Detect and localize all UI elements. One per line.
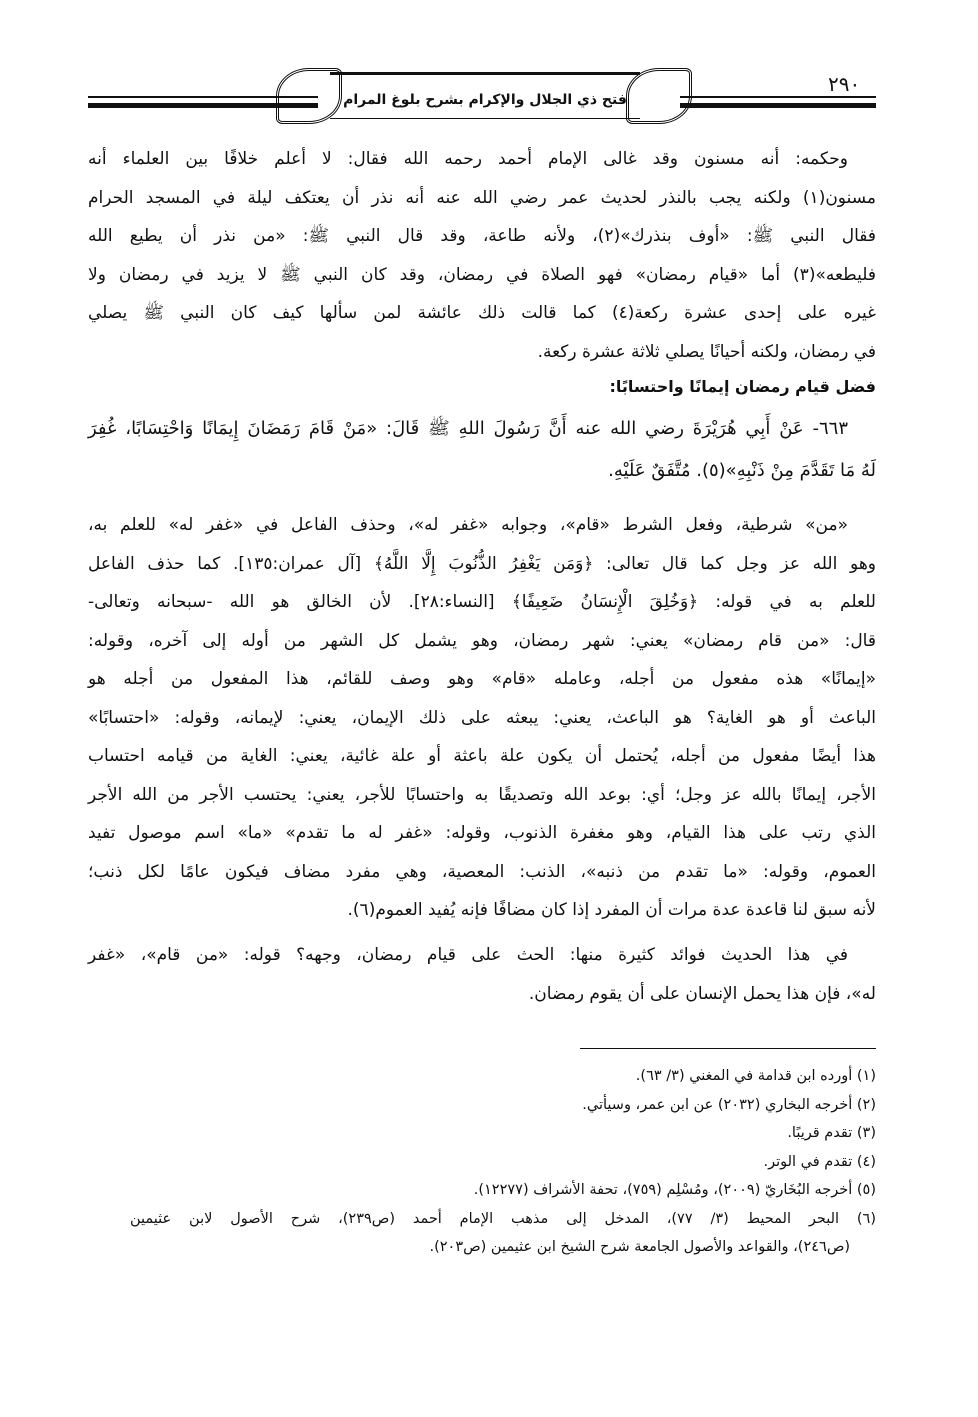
footnote-1: (١) أورده ابن قدامة في المغني (٣/ ٦٣). [635,1068,876,1084]
text-line: قال: «من قام رمضان» يعني: شهر رمضان، وهو يشمل كل الشهر من أوله إلى آخره، وقوله: [88,630,876,651]
text-line: غيره على إحدى عشرة ركعة(٤) كما قالت ذلك عائشة لمن سألها كيف كان النبي ﷺ يصلي [88,303,876,323]
footnote-6: (٦) البحر المحيط (٣/ ٧٧)، المدخل إلى مذهب الإمام أحمد (ص٢٣٩)، شرح الأصول لابن عثيمين [130,1210,876,1227]
running-title: فتح ذي الجلال والإكرام بشرح بلوغ المرام [343,92,627,108]
text-line: فقال النبي ﷺ: «أوف بنذرك»(٢)، ولأنه طاعة، وقد قال النبي ﷺ: «من نذر أن يطيع الله [88,226,876,246]
text-line: فليطعه»(٣) أما «قيام رمضان» فهو الصلاة في رمضان، وقد كان النبي ﷺ لا يزيد في رمضان ولا [88,264,876,285]
text-line: في رمضان، ولكنه أحيانًا يصلي ثلاثة عشرة ركعة. [537,341,876,362]
text-line: «إيمانًا» هذه مفعول من أجله، وعامله «قام» وهو وصف للقائم، هذا المفعول من أجله هو [88,669,876,689]
text-line: له»، فإن هذا يحمل الإنسان على أن يقوم رمضان. [528,983,876,1004]
header-rule-right-thin [680,96,876,98]
text-line: لأنه سبق لنا قاعدة عدة مرات أن المفرد إذا كان مضافًا فإنه يُفيد العموم(٦). [347,900,876,920]
text-line: «من» شرطية، وفعل الشرط «قام»، وجوابه «غفر له»، وحذف الفاعل في «غفر له» للعلم به، [88,515,848,535]
paragraph-ruling [88,140,876,403]
text-line: للعلم به في قوله: ﴿وَخُلِقَ الْإِنسَانُ ضَعِيفًا﴾ [النساء:٢٨]. لأن الخالق هو الله -سبحانه وتعالى- [88,592,876,612]
text-line: وحكمه: أنه مسنون وقد غالى الإمام أحمد رحمه الله فقال: لا أعلم خلافًا بين العلماء أنه [88,149,848,169]
text-line: الأجر، إيمانًا بالله عز وجل؛ أي: بوعد الله وتصديقًا به واحتسابًا للأجر، يعني: يحتسب الأجر من الله الأجر [88,784,876,805]
section-heading: فضل قيام رمضان إيمانًا واحتسابًا: [609,377,876,396]
text-line: هذا أيضًا مفعول من أجله، يُحتمل أن يكون علة باعثة أو علة غائية، يعني: الغاية من قيامه احتساب [88,746,876,766]
footnote-6-continued: (ص٢٤٦)، والقواعد والأصول الجامعة شرح الشيخ ابن عثيمين (ص٢٠٣). [429,1239,850,1255]
header-ornament-right-icon [626,68,692,124]
header-ornament-left-icon [276,68,342,124]
footnote-5: (٥) أخرجه البُخَاريّ (٢٠٠٩)، ومُسْلِم (٧٥٩)، تحفة الأشراف (١٢٢٧٧). [473,1182,876,1198]
footnote-4: (٤) تقدم في الوتر. [763,1153,876,1170]
header-rule-top [330,72,640,75]
hadith-text [88,408,876,492]
text-line: الباعث أو هو الغاية؟ هو الباعث، يعني: يبعثه على ذلك الإيمان، يعني: لإيمانه، وقوله: «احتسابًا» [88,707,876,728]
text-line: وهو الله عز وجل كما قال تعالى: ﴿وَمَن يَغْفِرُ الذُّنُوبَ إِلَّا اللَّهُ﴾ [آل عمران:١٣٥]. كما حذف الفاعل [88,553,877,574]
text-line: في هذا الحديث فوائد كثيرة منها: الحث على قيام رمضان، وجهه؟ قوله: «من قام»، «غفر [88,945,848,965]
header-rule-right-thick [680,103,876,108]
footnote-2: (٢) أخرجه البخاري (٢٠٣٢) عن ابن عمر، وسيأتي. [582,1096,876,1113]
page-number: ٢٩٠ [828,72,861,96]
footnote-separator [580,1048,876,1049]
text-line: العموم، وقوله: «ما تقدم من ذنبه»، الذنب: المعصية، وهي مفرد مضاف فيكون عامًا لكل ذنب؛ [88,861,876,882]
text-line: مسنون(١) ولكنه يجب بالنذر لحديث عمر رضي الله عنه أنه نذر أن يعتكف ليلة في المسجد الحرام [88,187,876,208]
footnotes [130,1062,876,1262]
text-line: الذي رتب على هذا القيام، وهو مغفرة الذنوب، وقوله: «غفر له ما تقدم» «ما» اسم موصول تفيد [88,823,876,843]
paragraph-benefits [88,936,876,1013]
header-rule-bottom [330,118,640,119]
hadith-line: لَهُ مَا تَقَدَّمَ مِنْ ذَنْبِهِ»(٥). مُتَّفَقٌ عَلَيْهِ. [608,460,876,481]
footnote-3: (٣) تقدم قريبًا. [787,1125,876,1141]
hadith-line: ٦٦٣- عَنْ أَبِي هُرَيْرَةَ رضي الله عنه أَنَّ رَسُولَ اللهِ ﷺ قَالَ: «مَنْ قَامَ رَمَضَانَ إِيمَانًا وَاحْتِسَابًا، غُفِرَ [88,418,848,439]
paragraph-commentary [88,506,876,930]
